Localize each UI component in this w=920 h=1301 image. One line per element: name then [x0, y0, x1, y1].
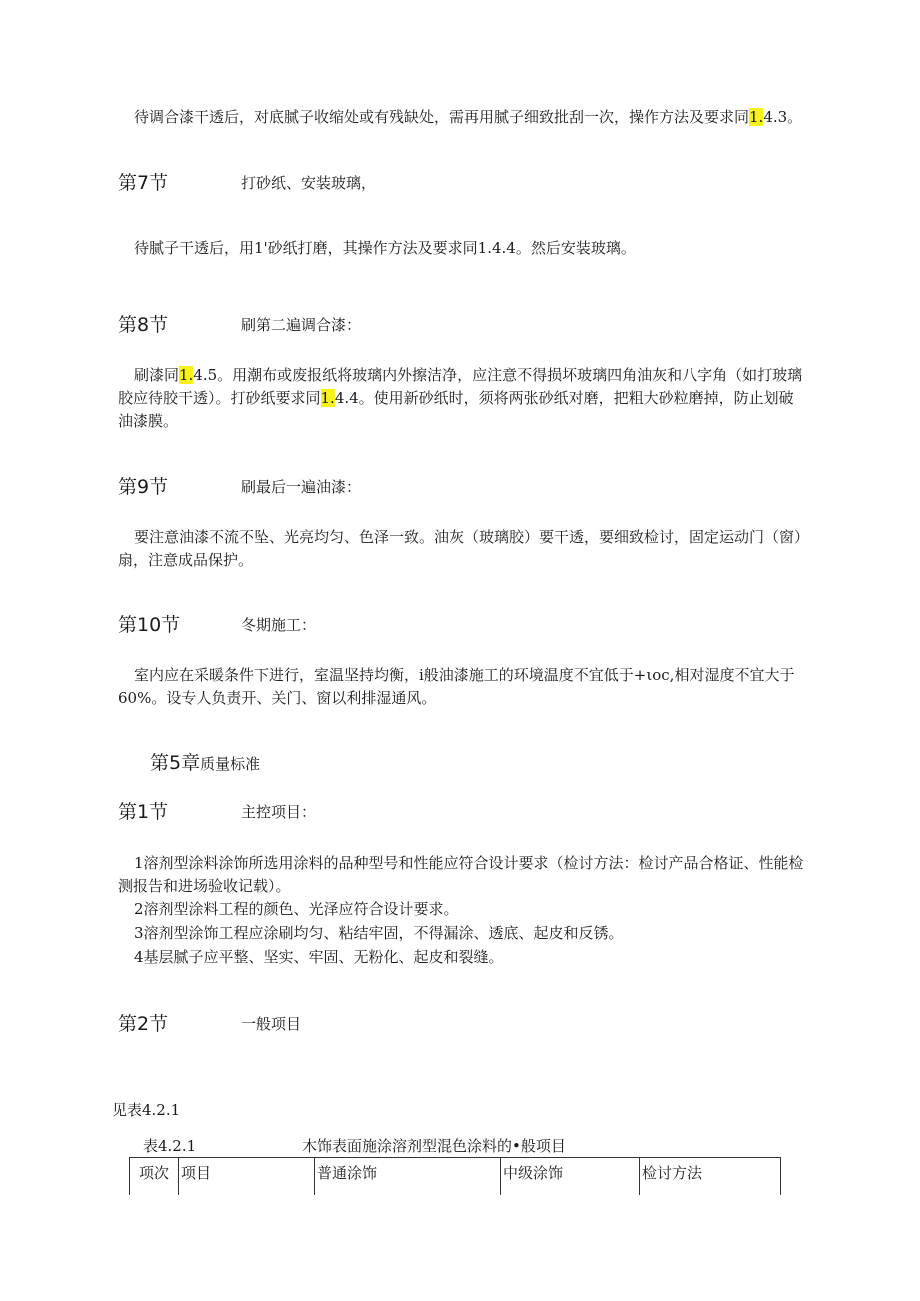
highlight: 1. [179, 366, 194, 384]
list-item: 1溶剂型涂料涂饰所选用涂料的品种型号和性能应符合设计要求（检讨方法：检讨产品合格证、性能检测报告和进场验收记载）。 [118, 854, 804, 895]
section-7-title: 打砂纸、安装玻璃， [241, 174, 377, 192]
section-7-body: 待腻子干透后，用1'砂纸打磨，其操作方法及要求同1.4.4。然后安装玻璃。 [134, 239, 636, 257]
section-9-number: 第9节 [118, 476, 169, 498]
section-8-number: 第8节 [118, 314, 169, 336]
list-item: 2溶剂型涂料工程的颜色、光泽应符合设计要求。 [134, 900, 459, 918]
table-header-cell: 项目 [179, 1158, 315, 1196]
table-caption: 木饰表面施涂溶剂型混色涂料的•般项目 [302, 1137, 566, 1155]
section-9-body: 要注意油漆不流不坠、光亮均匀、色泽一致。油灰（玻璃胶）要干透，要细致检讨，固定运动门（窗）扇，注意成品保护。 [118, 528, 802, 569]
table-label: 表4.2.1 [143, 1137, 197, 1155]
intro-text-end: 4.3。 [763, 108, 803, 126]
section-7-number: 第7节 [118, 172, 169, 194]
section-10-body: 室内应在采暖条件下进行，室温坚持均衡，i般油漆施工的环境温度不宜低于+ιoc,相对湿度不宜大于60%。设专人负责开、关门、窗以利排湿通风。 [118, 666, 795, 707]
see-table-note: 见表4.2.1 [112, 1101, 181, 1119]
c5-section-2-number: 第2节 [118, 1013, 169, 1035]
chapter-5-heading: 第5章质量标准 [150, 752, 261, 774]
highlight: 1. [749, 108, 764, 126]
quality-table [129, 1157, 781, 1195]
intro-paragraph [118, 106, 808, 129]
section-8-title: 刷第二遍调合漆： [241, 316, 362, 334]
section-9-title: 刷最后一遍油漆： [241, 478, 362, 496]
table-header-cell: 检讨方法 [640, 1158, 781, 1196]
table-header-cell: 中级涂饰 [501, 1158, 640, 1196]
table-header-cell: 项次 [130, 1158, 179, 1196]
table-header-cell: 普通涂饰 [315, 1158, 501, 1196]
section-10-number: 第10节 [118, 614, 181, 636]
list-item: 3溶剂型涂饰工程应涂刷均匀、粘结牢固，不得漏涂、透底、起皮和反锈。 [134, 924, 624, 942]
section-8-body: 刷漆同1.4.5。用潮布或废报纸将玻璃内外擦洁净，应注意不得损坏玻璃四角油灰和八字角（如打玻璃胶应待胶干透）。打砂纸要求同1.4.4。使用新砂纸时，须将两张砂纸对磨，把粗大砂粒磨掉，防止划破油漆膜。 [118, 366, 803, 430]
highlight: 1. [320, 389, 335, 407]
c5-section-1-title: 主控项目： [241, 803, 317, 821]
list-item: 4基层腻子应平整、坚实、牢固、无粉化、起皮和裂缝。 [134, 948, 504, 966]
c5-section-2-title: 一般项目 [241, 1015, 302, 1033]
intro-text: 待调合漆干透后，对底腻子收缩处或有残缺处，需再用腻子细致批刮一次，操作方法及要求同 [134, 108, 750, 126]
section-10-title: 冬期施工： [241, 616, 317, 634]
table-header-row [130, 1158, 781, 1196]
c5-section-1-number: 第1节 [118, 801, 169, 823]
